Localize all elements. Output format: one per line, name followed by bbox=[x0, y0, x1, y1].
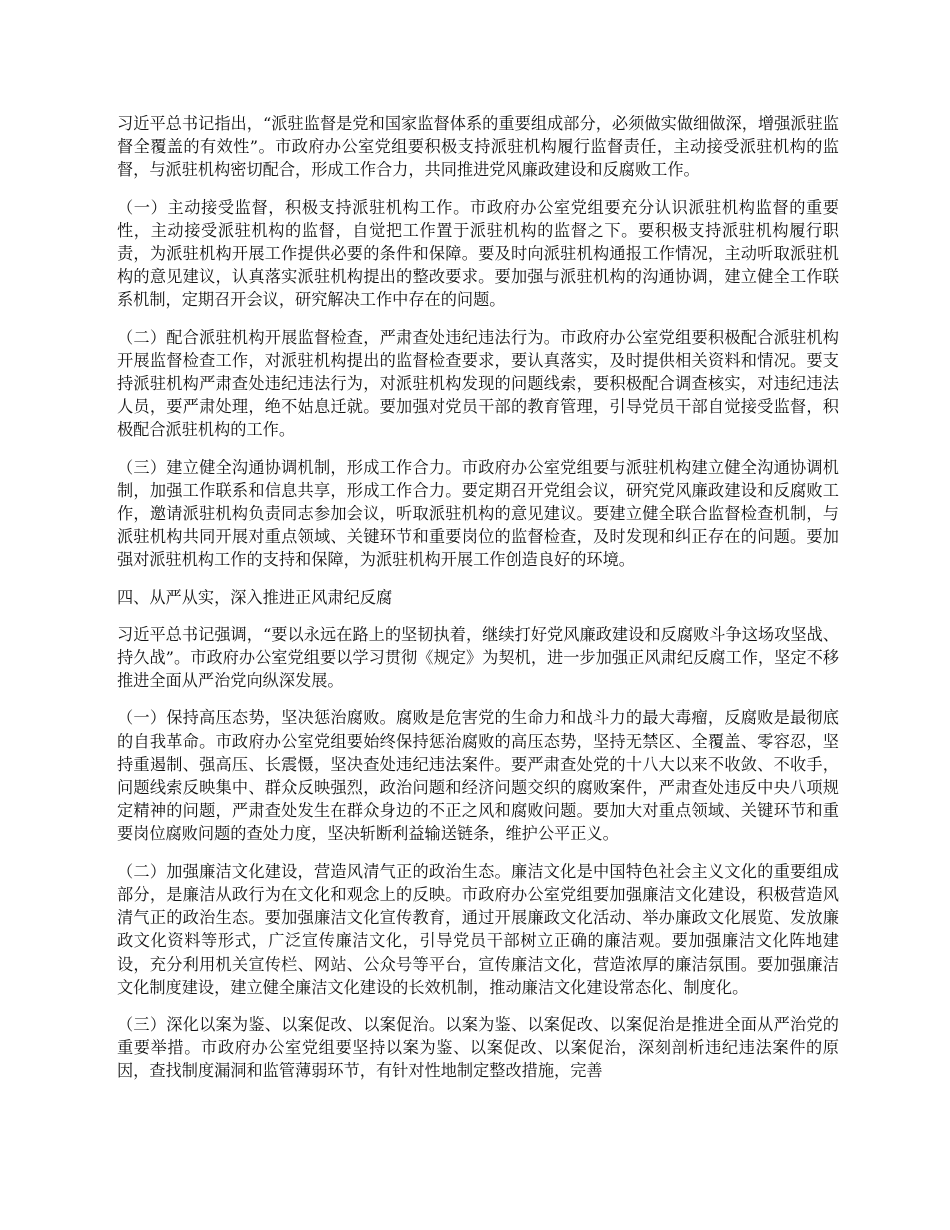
document-page bbox=[117, 112, 839, 1097]
paragraph-subsection-2: （二）加强廉洁文化建设，营造风清气正的政治生态。廉洁文化是中国特色社会主义文化的重要组成部分，是廉洁从政行为在文化和观念上的反映。市政府办公室党组要加强廉洁文化建设，积极营造风清气正的政治生态。要加强廉洁文化宣传教育，通过开展廉政文化活动、举办廉政文化展览、发放廉政文化资料等形式，广泛宣传廉洁文化，引导党员干部树立正确的廉洁观。要加强廉洁文化阵地建设，充分利用机关宣传栏、网站、公众号等平台，宣传廉洁文化，营造浓厚的廉洁氛围。要加强廉洁文化制度建设，建立健全廉洁文化建设的长效机制，推动廉洁文化建设常态化、制度化。 bbox=[117, 861, 839, 997]
paragraph-section-3: （三）建立健全沟通协调机制，形成工作合力。市政府办公室党组要与派驻机构建立健全沟通协调机制，加强工作联系和信息共享，形成工作合力。要定期召开党组会议，研究党风廉政建设和反腐败工作，邀请派驻机构负责同志参加会议，听取派驻机构的意见建议。要建立健全联合监督检查机制，与派驻机构共同开展对重点领域、关键环节和重要岗位的监督检查，及时发现和纠正存在的问题。要加强对派驻机构工作的支持和保障，为派驻机构开展工作创造良好的环境。 bbox=[117, 457, 839, 570]
paragraph-section-1: （一）主动接受监督，积极支持派驻机构工作。市政府办公室党组要充分认识派驻机构监督的重要性，主动接受派驻机构的监督，自觉把工作置于派驻机构的监督之下。要积极支持派驻机构履行职责，为派驻机构开展工作提供必要的条件和保障。要及时向派驻机构通报工作情况，主动听取派驻机构的意见建议，认真落实派驻机构提出的整改要求。要加强与派驻机构的沟通协调，建立健全工作联系机制，定期召开会议，研究解决工作中存在的问题。 bbox=[117, 197, 839, 310]
paragraph-section-2: （二）配合派驻机构开展监督检查，严肃查处违纪违法行为。市政府办公室党组要积极配合派驻机构开展监督检查工作，对派驻机构提出的监督检查要求，要认真落实，及时提供相关资料和情况。要支持派驻机构严肃查处违纪违法行为，对派驻机构发现的问题线索，要积极配合调查核实，对违纪违法人员，要严肃处理，绝不姑息迁就。要加强对党员干部的教育管理，引导党员干部自觉接受监督，积极配合派驻机构的工作。 bbox=[117, 327, 839, 440]
paragraph-subsection-1: （一）保持高压态势，坚决惩治腐败。腐败是危害党的生命力和战斗力的最大毒瘤，反腐败是最彻底的自我革命。市政府办公室党组要始终保持惩治腐败的高压态势，坚持无禁区、全覆盖、零容忍，坚持重遏制、强高压、长震慑，坚决查处违纪违法案件。要严肃查处党的十八大以来不收敛、不收手，问题线索反映集中、群众反映强烈，政治问题和经济问题交织的腐败案件，严肃查处违反中央八项规定精神的问题，严肃查处发生在群众身边的不正之风和腐败问题。要加大对重点领域、关键环节和重要岗位腐败问题的查处力度，坚决斩断利益输送链条，维护公平正义。 bbox=[117, 708, 839, 844]
paragraph-intro-discipline: 习近平总书记强调，“要以永远在路上的坚韧执着，继续打好党风廉政建设和反腐败斗争这场攻坚战、持久战”。市政府办公室党组要以学习贯彻《规定》为契机，进一步加强正风肃纪反腐工作，坚定不移推进全面从严治党向纵深发展。 bbox=[117, 624, 839, 691]
paragraph-intro-supervision: 习近平总书记指出，“派驻监督是党和国家监督体系的重要组成部分，必须做实做细做深，增强派驻监督全覆盖的有效性”。市政府办公室党组要积极支持派驻机构履行监督责任，主动接受派驻机构的监督，与派驻机构密切配合，形成工作合力，共同推进党风廉政建设和反腐败工作。 bbox=[117, 114, 839, 180]
section-heading-four: 四、从严从实，深入推进正风肃纪反腐 bbox=[117, 587, 393, 607]
paragraph-subsection-3: （三）深化以案为鉴、以案促改、以案促治。以案为鉴、以案促改、以案促治是推进全面从严治党的重要举措。市政府办公室党组要坚持以案为鉴、以案促改、以案促治，深刻剖析违纪违法案件的原因，查找制度漏洞和监管薄弱环节，有针对性地制定整改措施，完善 bbox=[117, 1014, 839, 1081]
